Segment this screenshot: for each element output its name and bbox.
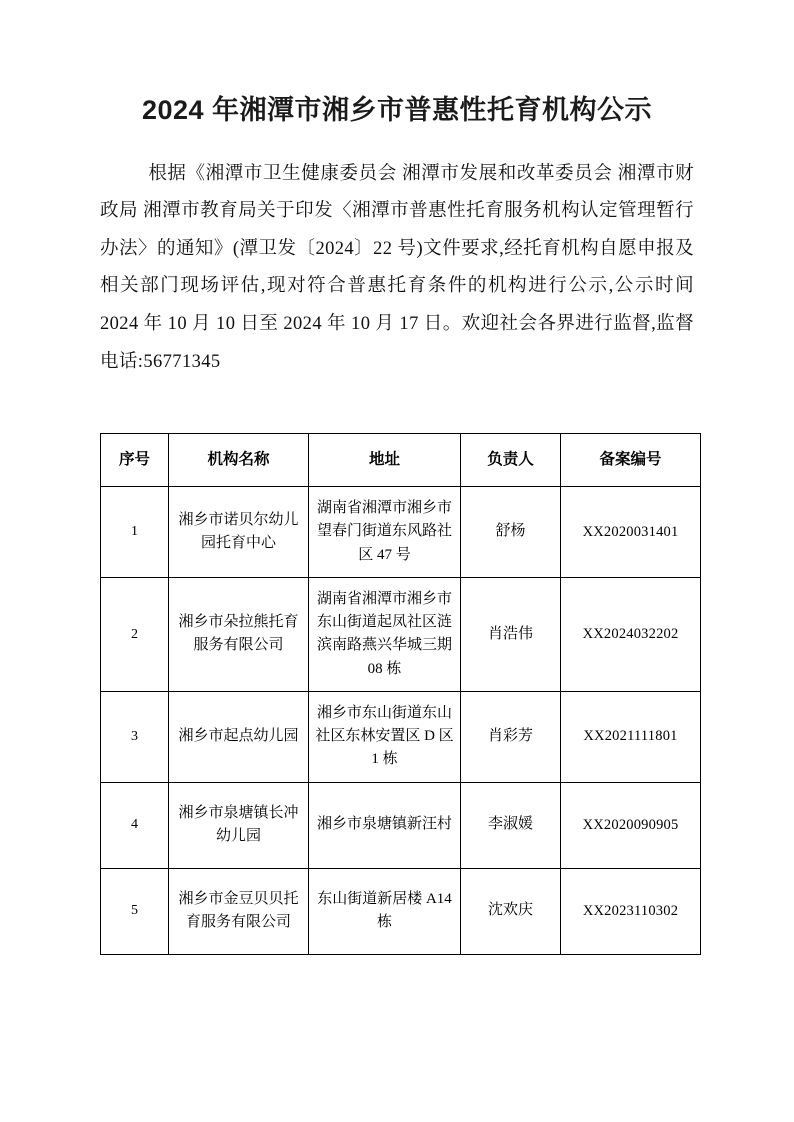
cell-index: 5 bbox=[101, 868, 169, 954]
cell-index: 3 bbox=[101, 691, 169, 782]
cell-code: XX2024032202 bbox=[561, 577, 701, 691]
table-row bbox=[101, 691, 701, 782]
cell-name: 湘乡市诺贝尔幼儿园托育中心 bbox=[169, 487, 309, 578]
cell-manager: 舒杨 bbox=[461, 487, 561, 578]
table-row bbox=[101, 577, 701, 691]
cell-name: 湘乡市金豆贝贝托育服务有限公司 bbox=[169, 868, 309, 954]
institutions-table bbox=[100, 433, 701, 955]
column-header-code: 备案编号 bbox=[561, 434, 701, 487]
cell-address: 东山街道新居楼 A14 栋 bbox=[309, 868, 461, 954]
cell-name: 湘乡市泉塘镇长冲幼儿园 bbox=[169, 782, 309, 868]
cell-manager: 沈欢庆 bbox=[461, 868, 561, 954]
cell-index: 2 bbox=[101, 577, 169, 691]
notice-paragraph-text: 根据《湘潭市卫生健康委员会 湘潭市发展和改革委员会 湘潭市财政局 湘潭市教育局关于印发〈湘潭市普惠性托育服务机构认定管理暂行办法〉的通知》(潭卫发〔2024〕22 号)文件要求,经托育机构自愿申报及相关部门现场评估,现对符合普惠托育条件的机构进行公示,公示时间 2024 年 10 月 10 日至 2024 年 10 月 17 日。欢迎社会各界进行监督,监督电话:56771345 bbox=[100, 163, 694, 372]
cell-manager: 肖浩伟 bbox=[461, 577, 561, 691]
column-header-name: 机构名称 bbox=[169, 434, 309, 487]
cell-index: 4 bbox=[101, 782, 169, 868]
cell-name: 湘乡市朵拉熊托育服务有限公司 bbox=[169, 577, 309, 691]
cell-name: 湘乡市起点幼儿园 bbox=[169, 691, 309, 782]
column-header-manager: 负责人 bbox=[461, 434, 561, 487]
table-header-row bbox=[101, 434, 701, 487]
cell-code: XX2021111801 bbox=[561, 691, 701, 782]
notice-paragraph bbox=[100, 156, 694, 381]
institutions-table-wrapper bbox=[100, 433, 694, 955]
cell-code: XX2023110302 bbox=[561, 868, 701, 954]
cell-manager: 肖彩芳 bbox=[461, 691, 561, 782]
cell-index: 1 bbox=[101, 487, 169, 578]
cell-manager: 李淑媛 bbox=[461, 782, 561, 868]
table-header bbox=[101, 434, 701, 487]
cell-address: 湘乡市东山街道东山社区东林安置区 D 区 1 栋 bbox=[309, 691, 461, 782]
column-header-address: 地址 bbox=[309, 434, 461, 487]
table-row bbox=[101, 782, 701, 868]
table-row bbox=[101, 868, 701, 954]
cell-address: 湘乡市泉塘镇新汪村 bbox=[309, 782, 461, 868]
cell-code: XX2020090905 bbox=[561, 782, 701, 868]
table-row bbox=[101, 487, 701, 578]
cell-address: 湖南省湘潭市湘乡市东山街道起凤社区涟滨南路燕兴华城三期 08 栋 bbox=[309, 577, 461, 691]
cell-address: 湖南省湘潭市湘乡市望春门街道东风路社区 47 号 bbox=[309, 487, 461, 578]
column-header-index: 序号 bbox=[101, 434, 169, 487]
page-title: 2024 年湘潭市湘乡市普惠性托育机构公示 bbox=[141, 95, 653, 125]
table-body bbox=[101, 487, 701, 955]
cell-code: XX2020031401 bbox=[561, 487, 701, 578]
